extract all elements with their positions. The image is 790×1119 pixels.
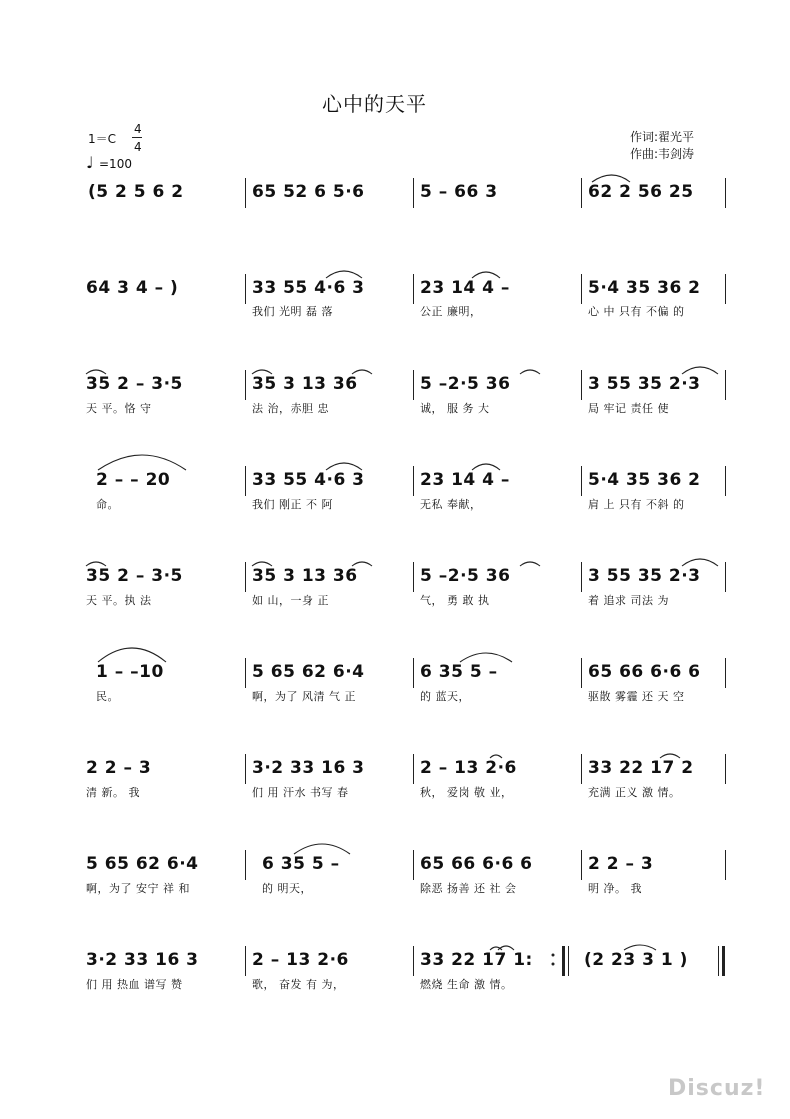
- lyrics-line: 的 蓝天，: [420, 690, 470, 703]
- slur: [352, 562, 372, 566]
- measure-notes: (2 23 3 1 ): [584, 950, 688, 970]
- slur: [472, 272, 500, 278]
- measure-notes: 33 22 17 1:: [420, 950, 533, 970]
- slur: [682, 367, 718, 374]
- slur: [520, 370, 540, 374]
- measure-notes: 3·2 33 16 3: [252, 758, 365, 778]
- measure-notes: 5 65 62 6·4: [86, 854, 199, 874]
- lyrics-line: 充满 正义 激 情。: [588, 786, 681, 799]
- measure-notes: 33 55 4·6 3: [252, 278, 365, 298]
- measure-notes: 5 –2·5 36: [420, 566, 511, 586]
- measure-notes: 33 22 17 2: [588, 758, 694, 778]
- measure-notes: 2 – 13 2·6: [420, 758, 517, 778]
- lyrics-line: 明 净。 我: [588, 882, 642, 895]
- slur: [682, 559, 718, 566]
- slur: [326, 271, 362, 278]
- quarter-note-icon: ♩: [86, 153, 94, 172]
- slur: [86, 562, 106, 566]
- measure-notes: 23 14 4 –: [420, 470, 510, 490]
- measure-notes: 6 35 5 –: [262, 854, 340, 874]
- measure-notes: 3·2 33 16 3: [86, 950, 199, 970]
- lyrics-line: 天 平。恪 守: [86, 402, 152, 415]
- slur: [472, 464, 500, 470]
- lyrics-line: 着 追求 司法 为: [588, 594, 669, 607]
- measure-notes: 35 2 – 3·5: [86, 374, 183, 394]
- measure-notes: 35 3 13 36: [252, 566, 358, 586]
- lyrics-line: 我们 光明 磊 落: [252, 305, 333, 318]
- lyrics-line: 啊，为了 风清 气 正: [252, 690, 356, 703]
- lyrics-line: 燃烧 生命 激 情。: [420, 978, 513, 991]
- lyrics-line: 我们 刚正 不 阿: [252, 498, 333, 511]
- lyrics-line: 命。: [96, 498, 119, 511]
- lyrics-line: 们 用 汗水 书写 春: [252, 786, 349, 799]
- measure-notes: 33 55 4·6 3: [252, 470, 365, 490]
- lyrics-line: 的 明天，: [262, 882, 312, 895]
- slur: [624, 945, 656, 950]
- measure-notes: 3 55 35 2·3: [588, 566, 701, 586]
- slur: [498, 946, 514, 950]
- lyrics-line: 法 治，赤胆 忠: [252, 402, 329, 415]
- lyrics-line: 歌， 奋发 有 为，: [252, 978, 345, 991]
- lyrics-line: 心 中 只有 不偏 的: [588, 305, 685, 318]
- measure-notes: 5 65 62 6·4: [252, 662, 365, 682]
- slur: [294, 844, 350, 854]
- lyrics-line: 诚， 服 务 大: [420, 402, 490, 415]
- measure-notes: 5 – 66 3: [420, 182, 498, 202]
- slur: [460, 653, 512, 662]
- measure-notes: 65 52 6 5·6: [252, 182, 365, 202]
- slur: [252, 370, 272, 374]
- lyrics-line: 驱散 雾霾 还 天 空: [588, 690, 685, 703]
- time-signature-bottom: 4: [134, 140, 142, 154]
- lyrics-line: 公正 廉明，: [420, 305, 482, 318]
- slur: [592, 175, 630, 182]
- measure-notes: 2 2 – 3: [588, 854, 654, 874]
- lyrics-line: 民。: [96, 690, 119, 703]
- key-signature: 1＝C: [88, 132, 117, 146]
- measure-notes: 23 14 4 –: [420, 278, 510, 298]
- slur: [252, 562, 272, 566]
- lyrics-line: 气， 勇 敢 执: [420, 594, 490, 607]
- measure-notes: 62 2 56 25: [588, 182, 694, 202]
- watermark: Discuz!: [668, 1076, 766, 1101]
- measure-notes: 2 2 – 3: [86, 758, 152, 778]
- lyrics-line: 除恶 扬善 还 社 会: [420, 882, 517, 895]
- measure-notes: 2 – 13 2·6: [252, 950, 349, 970]
- measure-notes: 65 66 6·6 6: [420, 854, 533, 874]
- lyrics-line: 啊，为了 安宁 祥 和: [86, 882, 190, 895]
- slur: [660, 754, 680, 758]
- measure-notes: 6 35 5 –: [420, 662, 498, 682]
- measure-notes: 65 66 6·6 6: [588, 662, 701, 682]
- lyrics-line: 肩 上 只有 不斜 的: [588, 498, 685, 511]
- time-signature-top: 4: [134, 122, 142, 136]
- measure-notes: (5 2 5 6 2: [88, 182, 184, 202]
- slur: [520, 562, 540, 566]
- slur: [98, 455, 186, 470]
- repeat-dot: [552, 954, 555, 957]
- lyrics-line: 如 山，一身 正: [252, 594, 329, 607]
- measure-notes: 35 2 – 3·5: [86, 566, 183, 586]
- slur: [490, 755, 502, 758]
- measure-notes: 5·4 35 36 2: [588, 470, 701, 490]
- measure-notes: 5 –2·5 36: [420, 374, 511, 394]
- lyrics-line: 局 牢记 责任 使: [588, 402, 669, 415]
- lyrics-line: 秋， 爱岗 敬 业，: [420, 786, 513, 799]
- slur: [352, 370, 372, 374]
- measure-notes: 35 3 13 36: [252, 374, 358, 394]
- lyrics-line: 无私 奉献，: [420, 498, 482, 511]
- slur: [86, 370, 106, 374]
- lyricist-credit: 作词:翟光平: [630, 130, 695, 144]
- measure-notes: 64 3 4 – ): [86, 278, 179, 298]
- tempo-marking: =100: [99, 157, 132, 171]
- composer-credit: 作曲:韦剑涛: [630, 147, 695, 161]
- slur: [98, 648, 166, 662]
- slur: [326, 463, 362, 470]
- lyrics-line: 们 用 热血 谱写 赞: [86, 978, 183, 991]
- repeat-dot: [552, 963, 555, 966]
- song-title: 心中的天平: [322, 92, 427, 116]
- measure-notes: 3 55 35 2·3: [588, 374, 701, 394]
- lyrics-line: 清 新。 我: [86, 786, 140, 799]
- measure-notes: 2 – – 20: [96, 470, 171, 490]
- measure-notes: 5·4 35 36 2: [588, 278, 701, 298]
- measure-notes: 1 – –10: [96, 662, 164, 682]
- lyrics-line: 天 平。执 法: [86, 594, 152, 607]
